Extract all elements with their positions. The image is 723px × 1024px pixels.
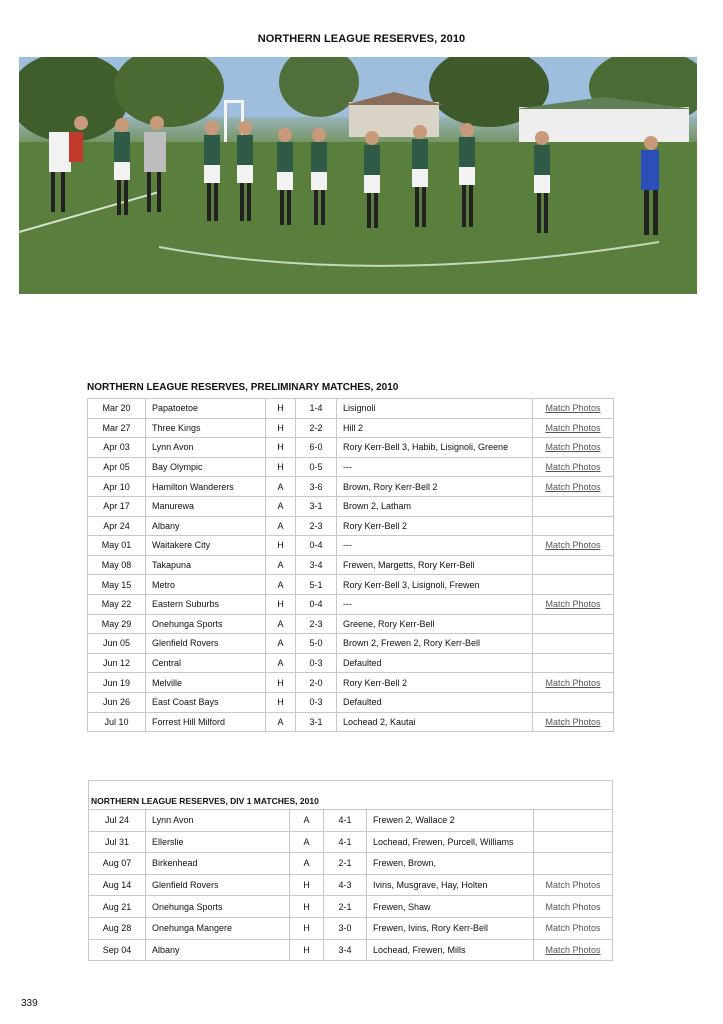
score: 2-1 [324, 896, 367, 918]
team-photo [19, 57, 697, 294]
match-photos-link [533, 634, 614, 654]
score: 4-1 [324, 810, 367, 832]
match-photos-link[interactable] [533, 399, 614, 419]
page-title: NORTHERN LEAGUE RESERVES, 2010 [257, 33, 466, 45]
venue: A [266, 555, 296, 575]
div1-matches-table [88, 780, 613, 961]
match-photos-link[interactable] [534, 896, 613, 918]
match-date: Apr 24 [88, 516, 146, 536]
opponent-name: Lynn Avon [146, 810, 290, 832]
table-row [88, 712, 614, 732]
table-row [88, 536, 614, 556]
venue: H [266, 399, 296, 419]
score: 3-1 [296, 712, 337, 732]
opponent-name: Bay Olympic [146, 457, 266, 477]
table-row [88, 438, 614, 458]
venue: H [290, 917, 324, 939]
match-date: Jul 10 [88, 712, 146, 732]
venue: A [290, 810, 324, 832]
scorers: Brown 2, Latham [337, 496, 533, 516]
venue: A [266, 712, 296, 732]
score: 0-5 [296, 457, 337, 477]
match-photos-link [533, 575, 614, 595]
match-date: Mar 20 [88, 399, 146, 419]
match-photos-link[interactable] [533, 477, 614, 497]
opponent-name: Albany [146, 516, 266, 536]
venue: H [266, 594, 296, 614]
match-photos-link[interactable]: Match Photos [545, 944, 601, 955]
score: 3-4 [296, 555, 337, 575]
score: 6-0 [296, 438, 337, 458]
match-photos-link[interactable]: Match Photos [545, 677, 601, 688]
opponent-name: Ellerslie [146, 831, 290, 853]
scorers: Rory Kerr-Bell 2 [337, 516, 533, 536]
match-date: May 22 [88, 594, 146, 614]
scorers: --- [337, 594, 533, 614]
preliminary-title: NORTHERN LEAGUE RESERVES, PRELIMINARY MATCHES, 2010 [87, 382, 399, 393]
match-date: Jul 31 [89, 831, 146, 853]
match-date: May 29 [88, 614, 146, 634]
div1-title: NORTHERN LEAGUE RESERVES, DIV 1 MATCHES, 2010 [89, 781, 613, 810]
table-row [88, 594, 614, 614]
score: 2-3 [296, 516, 337, 536]
opponent-name: East Coast Bays [146, 692, 266, 712]
venue: A [266, 496, 296, 516]
opponent-name: Takapuna [146, 555, 266, 575]
match-photos-link [534, 853, 613, 875]
table-row [89, 810, 613, 832]
match-photos-link[interactable]: Match Photos [545, 422, 601, 433]
match-photos-link[interactable]: Match Photos [545, 716, 601, 727]
venue: H [266, 692, 296, 712]
opponent-name: Onehunga Sports [146, 896, 290, 918]
match-date: Apr 03 [88, 438, 146, 458]
match-photos-link[interactable]: Match Photos [545, 901, 601, 912]
score: 5-0 [296, 634, 337, 654]
venue: A [266, 477, 296, 497]
table-row [88, 496, 614, 516]
table-row [88, 399, 614, 419]
match-date: Jul 24 [89, 810, 146, 832]
match-photos-link[interactable]: Match Photos [545, 880, 601, 891]
score: 4-1 [324, 831, 367, 853]
match-photos-link [533, 496, 614, 516]
scorers: Defaulted [337, 653, 533, 673]
scorers: Defaulted [337, 692, 533, 712]
scorers: Frewen 2, Wallace 2 [367, 810, 534, 832]
opponent-name: Glenfield Rovers [146, 634, 266, 654]
scorers: Ivins, Musgrave, Hay, Holten [367, 874, 534, 896]
opponent-name: Central [146, 653, 266, 673]
scorers: Frewen, Ivins, Rory Kerr-Bell [367, 917, 534, 939]
scorers: Rory Kerr-Bell 3, Habib, Lisignoli, Greene [337, 438, 533, 458]
match-date: Jun 26 [88, 692, 146, 712]
venue: A [266, 634, 296, 654]
venue: A [266, 516, 296, 536]
match-date: Sep 04 [89, 939, 146, 961]
opponent-name: Metro [146, 575, 266, 595]
table-row [88, 653, 614, 673]
match-photos-link[interactable] [533, 457, 614, 477]
match-photos-link [534, 810, 613, 832]
table-row [88, 555, 614, 575]
match-date: May 01 [88, 536, 146, 556]
opponent-name: Three Kings [146, 418, 266, 438]
match-photos-link[interactable] [533, 594, 614, 614]
score: 1-4 [296, 399, 337, 419]
match-photos-link[interactable]: Match Photos [545, 923, 601, 934]
table-row [88, 634, 614, 654]
score: 2-2 [296, 418, 337, 438]
match-date: May 08 [88, 555, 146, 575]
opponent-name: Lynn Avon [146, 438, 266, 458]
score: 0-4 [296, 594, 337, 614]
score: 3-4 [324, 939, 367, 961]
table-row [88, 516, 614, 536]
match-date: Apr 05 [88, 457, 146, 477]
venue: H [266, 438, 296, 458]
opponent-name: Forrest Hill Milford [146, 712, 266, 732]
venue: H [290, 896, 324, 918]
match-date: Aug 14 [89, 874, 146, 896]
match-photos-link[interactable]: Match Photos [545, 599, 601, 610]
match-photos-link[interactable]: Match Photos [545, 403, 601, 414]
match-photos-link [533, 555, 614, 575]
match-date: Jun 12 [88, 653, 146, 673]
venue: H [266, 457, 296, 477]
preliminary-matches-table [87, 398, 614, 732]
venue: H [266, 673, 296, 693]
score: 2-1 [324, 853, 367, 875]
match-date: Aug 28 [89, 917, 146, 939]
scorers: Lisignoli [337, 399, 533, 419]
opponent-name: Onehunga Sports [146, 614, 266, 634]
table-row [89, 917, 613, 939]
score: 3-6 [296, 477, 337, 497]
match-photos-link[interactable]: Match Photos [545, 442, 601, 453]
scorers: Rory Kerr-Bell 3, Lisignoli, Frewen [337, 575, 533, 595]
score: 0-4 [296, 536, 337, 556]
match-photos-link[interactable] [533, 673, 614, 693]
match-photos-link[interactable]: Match Photos [545, 540, 601, 551]
match-date: Aug 21 [89, 896, 146, 918]
match-photos-link[interactable]: Match Photos [545, 462, 601, 473]
scorers: Frewen, Brown, [367, 853, 534, 875]
scorers: Frewen, Margetts, Rory Kerr-Bell [337, 555, 533, 575]
table-row [89, 831, 613, 853]
table-row [88, 673, 614, 693]
opponent-name: Manurewa [146, 496, 266, 516]
table-row [88, 457, 614, 477]
table-row [89, 874, 613, 896]
opponent-name: Melville [146, 673, 266, 693]
match-photos-link[interactable]: Match Photos [545, 481, 601, 492]
opponent-name: Onehunga Mangere [146, 917, 290, 939]
venue: H [266, 418, 296, 438]
match-date: Aug 07 [89, 853, 146, 875]
table-row [88, 575, 614, 595]
opponent-name: Eastern Suburbs [146, 594, 266, 614]
venue: H [290, 939, 324, 961]
table-row [88, 692, 614, 712]
opponent-name: Birkenhead [146, 853, 290, 875]
venue: H [290, 874, 324, 896]
match-date: Mar 27 [88, 418, 146, 438]
table-row [88, 477, 614, 497]
score: 3-1 [296, 496, 337, 516]
match-photos-link [534, 831, 613, 853]
scorers: Brown, Rory Kerr-Bell 2 [337, 477, 533, 497]
match-date: Jun 05 [88, 634, 146, 654]
score: 4-3 [324, 874, 367, 896]
scorers: Hill 2 [337, 418, 533, 438]
score: 2-3 [296, 614, 337, 634]
opponent-name: Waitakere City [146, 536, 266, 556]
scorers: Lochead 2, Kautai [337, 712, 533, 732]
score: 0-3 [296, 692, 337, 712]
venue: A [266, 575, 296, 595]
score: 2-0 [296, 673, 337, 693]
table-row [88, 418, 614, 438]
scorers: Frewen, Shaw [367, 896, 534, 918]
opponent-name: Glenfield Rovers [146, 874, 290, 896]
scorers: Brown 2, Frewen 2, Rory Kerr-Bell [337, 634, 533, 654]
venue: A [266, 653, 296, 673]
match-photos-link[interactable] [533, 438, 614, 458]
match-photos-link [533, 692, 614, 712]
div1-title-row [89, 781, 613, 810]
match-date: Apr 17 [88, 496, 146, 516]
team-photo-icon [19, 57, 697, 294]
venue: A [266, 614, 296, 634]
venue: A [290, 831, 324, 853]
venue: A [290, 853, 324, 875]
match-photos-link[interactable] [534, 917, 613, 939]
table-row [89, 853, 613, 875]
opponent-name: Hamilton Wanderers [146, 477, 266, 497]
match-photos-link [533, 614, 614, 634]
match-date: Apr 10 [88, 477, 146, 497]
scorers: Rory Kerr-Bell 2 [337, 673, 533, 693]
score: 5-1 [296, 575, 337, 595]
opponent-name: Papatoetoe [146, 399, 266, 419]
score: 3-0 [324, 917, 367, 939]
score: 0-3 [296, 653, 337, 673]
match-photos-link[interactable] [533, 712, 614, 732]
scorers: --- [337, 457, 533, 477]
match-photos-link[interactable] [534, 939, 613, 961]
match-date: Jun 19 [88, 673, 146, 693]
scorers: --- [337, 536, 533, 556]
table-row [89, 896, 613, 918]
opponent-name: Albany [146, 939, 290, 961]
match-photos-link [533, 516, 614, 536]
scorers: Lochead, Frewen, Purcell, Williams [367, 831, 534, 853]
venue: H [266, 536, 296, 556]
table-row [88, 614, 614, 634]
match-date: May 15 [88, 575, 146, 595]
table-row [89, 939, 613, 961]
match-photos-link [533, 653, 614, 673]
scorers: Greene, Rory Kerr-Bell [337, 614, 533, 634]
scorers: Lochead, Frewen, Mills [367, 939, 534, 961]
match-photos-link[interactable] [534, 874, 613, 896]
match-photos-link[interactable] [533, 536, 614, 556]
match-photos-link[interactable] [533, 418, 614, 438]
page-number: 339 [21, 998, 38, 1009]
